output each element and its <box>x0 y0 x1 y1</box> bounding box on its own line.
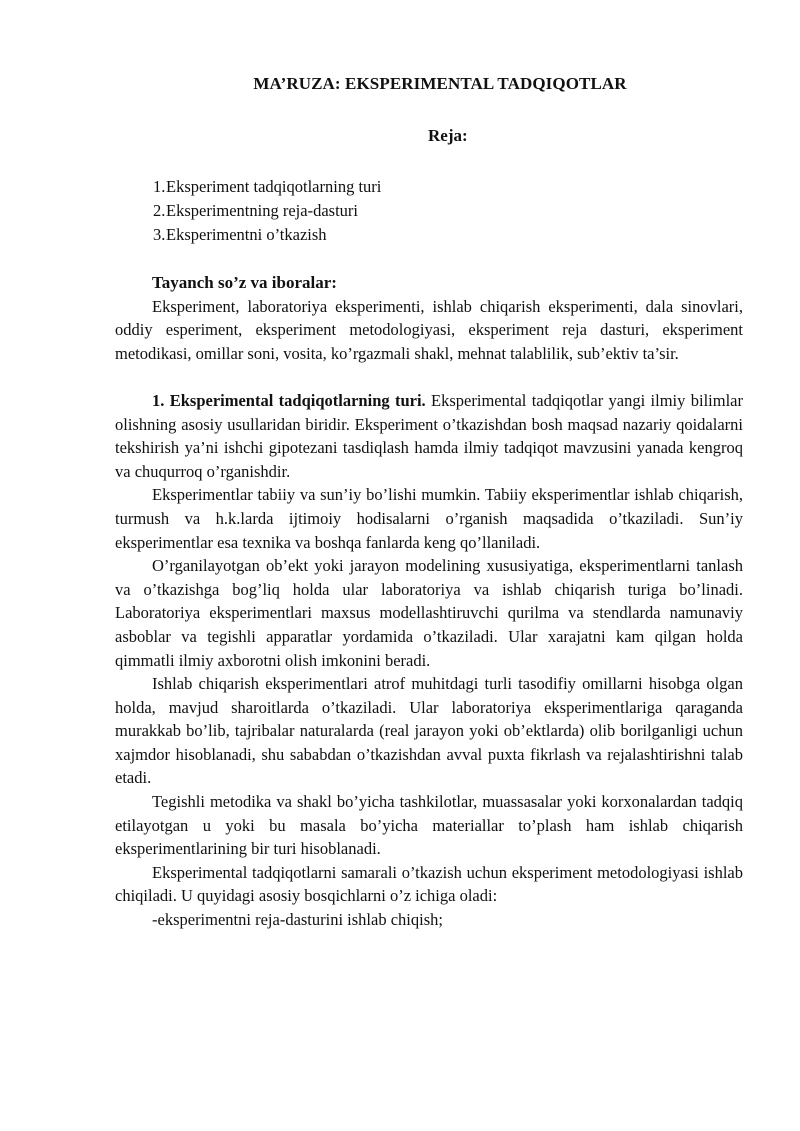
plan-item-number: 1. <box>153 177 166 196</box>
body-paragraph: O’rganilayotgan ob’ekt yoki jarayon modelining xususiyatiga, eksperimentlarni tanlash va o’tkazishga bog’liq holda ular laboratoriya va ishlab chiqarish turiga bo’linadi. Laboratoriya eksperimentlari maxsus modellashtiruvchi qurilma va stendlarda namunaviy asboblar va tegishli apparatlar yordamida o’tkaziladi. Ular xarajatni kam qilgan holda qimmatli ilmiy axborotni olish imkonini beradi. <box>115 556 743 670</box>
plan-item-number: 2. <box>153 201 166 220</box>
plan-item-number: 3. <box>153 225 166 244</box>
page-title: MA’RUZA: EKSPERIMENTAL TADQIQOTLAR <box>253 74 627 93</box>
plan-item-text: Eksperiment tadqiqotlarning turi <box>166 177 382 196</box>
plan-item-text: Eksperimentning reja-dasturi <box>166 201 358 220</box>
plan-heading: Reja: <box>428 126 468 145</box>
body-paragraph: Ishlab chiqarish eksperimentlari atrof muhitdagi turli tasodifiy omillarni hisobga olgan holda, mavjud sharoitlarda o’tkaziladi. Ular laboratoriya eksperimentlariga qaraganda murakkab bo’lib, tajribalar naturalarda (real jarayon yoki ob’ektlarda) olib borilganligi uchun xajmdor hisoblanadi, shu sababdan o’tkazishdan avval puxta fikrlash va rejalashtirishni talab etadi. <box>115 674 743 788</box>
plan-item-text: Eksperimentni o’tkazish <box>166 225 327 244</box>
keywords-paragraph: Eksperiment, laboratoriya eksperimenti, ishlab chiqarish eksperimenti, dala sinovlari, oddiy esperiment, eksperiment metodologiyasi, eksperiment reja dasturi, eksperiment metodikasi, omillar soni, vosita, ko’rgazmali shakl, mehnat talablilik, sub’ektiv ta’sir. <box>115 296 743 363</box>
body-paragraph: Tegishli metodika va shakl bo’yicha tashkilotlar, muassasalar yoki korxonalardan tadqiq etilayotgan u yoki bu masala bo’yicha materiallar to’plash ham ishlab chiqarish eksperimentlarining bir turi hisoblanadi. <box>115 792 743 859</box>
plan-item <box>153 199 381 223</box>
body-paragraph: -eksperimentni reja-dasturini ishlab chiqish; <box>152 910 443 930</box>
body-paragraph: Eksperimentlar tabiiy va sun’iy bo’lishi mumkin. Tabiiy eksperimentlar ishlab chiqarish, turmush va h.k.larda ijtimoiy hodisalarni o’rganish maqsadida o’tkaziladi. Sun’iy eksperimentlar esa texnika va boshqa fanlarda keng qo’llaniladi. <box>115 485 743 552</box>
section1-paragraph <box>115 389 743 483</box>
body-paragraph: Eksperimental tadqiqotlarni samarali o’tkazish uchun eksperiment metodologiyasi ishlab chiqiladi. U quyidagi asosiy bosqichlarni o’z ichiga oladi: <box>115 862 743 906</box>
section1-title: 1. Eksperimental tadqiqotlarning turi. <box>152 390 426 410</box>
plan-item <box>153 223 381 247</box>
section1-intro: Eksperimental tadqiqotlar yangi ilmiy bilimlar olishning asosiy usullaridan biridir. Eksperiment o’tkazishdan bosh maqsad nazariy qoidalarni tekshirish ya’ni ishchi gipotezani tasdiqlash hamda ilmiy tadqiqot mavzusini yanada kengroq va chuqurroq o’rganishdir. <box>115 390 743 481</box>
plan-item <box>153 175 381 199</box>
keywords-heading: Tayanch so’z va iboralar: <box>152 273 337 292</box>
plan-list <box>153 175 381 247</box>
document-body <box>115 271 743 932</box>
spacer <box>115 365 743 389</box>
